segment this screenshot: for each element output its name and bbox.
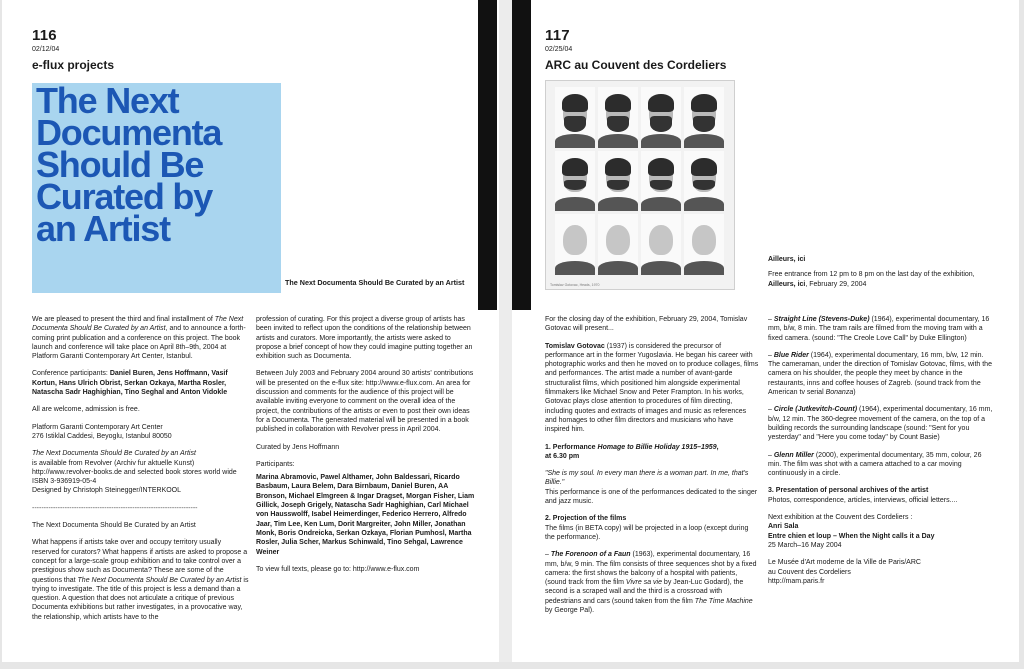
film-description: (1964), experimental documentary, 16 mm, b/w, 8 min. The tram rails are filmed from the moving tram with a fixed camera. (sound: "The Creole Love Call" by Duke Ellington) (768, 316, 990, 342)
spine-gutter (499, 0, 512, 662)
essay-continued: profession of curating. For this project a diverse group of artists has been invited to reflect upon the conditions of the relationship between artists and curators. More importantly, the artists were asked to propose a brief concept of how they could imagine putting together an exhibition such as Documenta. (256, 316, 473, 361)
page-edge-bar (478, 0, 497, 310)
participants-list: Marina Abramovic, Pawel Althamer, John Baldessari, Ricardo Basbaum, Laura Belem, Dara Birnbaum, Daniel Buren, AA Bronson, Michael Elmgreen & Ingar Dragset, Morgan Fisher, Liam Gillick, Joseph Grigely, Natascha Sadr Haghighian, Carl Michael von Hausswolff, Isabel Heimerdinger, Federico Herrero, Alfredo Jaar, Tim Lee, Ken Lum, Dorit Margreiter, John Miller, Jonathan Monk, Boris Ondreicka, Serkan Ozkaya, Florian Pumhosl, Martha Rosler, Julia Scher, Markus Schinwald, Tino Sehgal, Lawrence Weiner (256, 474, 475, 556)
left-page (2, 0, 499, 662)
portrait-grid-photo (545, 80, 735, 290)
artist-bio: (1937) is considered the precursor of performance art in the former Yugoslavia. He began his career with photographic works and then he moved on to produce collages, films and performances. The artist made a number of avant-garde structuralist films, which positioned him alongside experimental filmmakers like Michael Snow and Peter Frampton. In his works, Gotovac plays close attention to procedures of film directing, including quotes and extracts of images and music as references and homages to other film directors and musicians who have inspired him. (545, 342, 759, 434)
film-title: Circle (Jutkevitch-Count) (773, 406, 858, 414)
next-artist: Anri Sala (768, 523, 799, 531)
right-page (512, 0, 1019, 662)
performance-time: , at 6.30 pm (545, 443, 719, 460)
photo-credit: Tomislav Gotovac, Heads, 1970 (550, 283, 600, 287)
film-description-end: by George Pal). (545, 607, 595, 615)
portrait-face (555, 214, 595, 275)
dash: – (545, 551, 551, 559)
curator-credit: Curated by Jens Hoffmann (256, 443, 340, 451)
portrait-face (684, 87, 724, 148)
left-column-2 (256, 315, 478, 582)
film-title: Blue Rider (773, 351, 809, 359)
schedule-text: Between July 2003 and February 2004 around 30 artists' contributions will be presented on the e-flux site: http://www.e-flux.com. An area for discussion and comments for the audience of this project will be available inviting everyone to comment on the overall idea of the project, the contributions of the artists or even to post their own ideas for a Documenta. The generated material will be presented in a book published in collaboration with Revolver press in April 2004. (256, 370, 474, 434)
side-title: Ailleurs, ici (768, 256, 806, 263)
museum-info: Le Musée d'Art moderne de la Ville de Paris/ARC au Couvent des Cordeliers http://mam.paris.fr (768, 559, 921, 585)
portrait-face (641, 87, 681, 148)
right-column-1 (545, 315, 759, 623)
page-number: 116 (32, 27, 57, 44)
venue-address: Platform Garanti Contemporary Art Center 276 Istiklal Caddesi, Beyoglu, Istanbul 80050 (32, 423, 172, 440)
poster-caption: The Next Documenta Should Be Curated by an Artist (285, 278, 465, 287)
poster-image (32, 80, 281, 293)
intro-title: The Next Documenta Should Be Curated by an Artist (32, 316, 244, 333)
film-title: The Forenoon of a Faun (550, 551, 631, 559)
essay-title: The Next Documenta Should Be Curated by an Artist (77, 576, 242, 584)
conference-participants: Daniel Buren, Jens Hoffmann, Vasif Kortun, Hans Ulrich Obrist, Serkan Ozkaya, Martha Rosler, Natascha Sadr Haghighian, Tino Seghal and Anton Vidokle (32, 370, 228, 397)
dash: – (768, 451, 774, 459)
page-title: e-flux projects (32, 58, 115, 72)
portrait-face (555, 87, 595, 148)
archives-heading: 3. Presentation of personal archives of the artist (768, 487, 929, 495)
films-heading: 2. Projection of the films (545, 515, 627, 523)
book-info: is available from Revolver (Archiv fur aktuelle Kunst) http://www.revolver-books.de and selected book stores world wide ISBN 3-936919-05-4 Designed by Christoph Steinegger/INTERKOOL (32, 459, 237, 495)
side-text: Free entrance from 12 pm to 8 pm on the last day of the exhibition, (768, 271, 975, 279)
film-reference: The Time Machine (694, 597, 753, 605)
portrait-face (684, 151, 724, 212)
essay-text: What happens if artists take over and occupy territory usually reserved for curators? What happens if artists are asked to propose a concept for a large-scale group exhibition and to take control over a prestigious show such as Documenta? These are some of the questions that (32, 539, 248, 584)
performance-text: This performance is one of the performances dedicated to the singer and jazz music. (545, 488, 758, 506)
film-description-end: ) (853, 389, 856, 397)
artist-name: Tomislav Gotovac (545, 342, 605, 350)
films-text: The films (in BETA copy) will be projected in a loop (except during the performance). (545, 524, 749, 541)
section-heading: The Next Documenta Should Be Curated by an Artist (32, 522, 196, 530)
performance-heading: 1. Performance (545, 443, 598, 451)
film-description: (1964), experimental documentary, 16 mm, b/w, 12 min. The 360-degree movement of the camera, on the top of a building records the surrounding landscape (sound: "Sent for you yesterday" and "Here you come today" by Count Basie) (768, 406, 993, 442)
essay-text-cont: is trying to investigate. The title of this project is less a demand than a question. A question that does not articulate a critique of previous Documenta exhibitions but rather investigates, in a provocative way, the relationship, which artists have to the (32, 576, 249, 621)
film-reference: Vivre sa vie (625, 579, 662, 587)
portrait-face (641, 214, 681, 275)
next-exhibition-title: Entre chien et loup – When the Night calls it a Day (768, 532, 935, 540)
participants-label: Conference participants: (32, 370, 110, 378)
page-date: 02/25/04 (545, 46, 573, 53)
intro-text-cont: , and to announce a forth-coming print publication and a conference on this project. The book launch and conference will take place on April 8th–9th, 2004 at Platform Garanti Contemporary Art Center, Istanbul. (32, 325, 246, 361)
next-exhibition-dates: 25 March–16 May 2004 (768, 541, 842, 549)
page-date: 02/12/04 (32, 46, 60, 53)
page-edge-bar (512, 0, 531, 310)
page-number: 117 (545, 27, 570, 44)
participants-heading: Participants: (256, 460, 295, 468)
side-text-cont: , February 29, 2004 (805, 280, 867, 288)
portrait-face (684, 214, 724, 275)
portrait-face (598, 151, 638, 212)
side-text-bold: Ailleurs, ici (768, 280, 806, 288)
film-description-cont: by Jean-Luc Godard), the second is a scraped wall and the third is a crossroad with pedestrians and cars (sound taken from the film (545, 579, 744, 605)
film-description: (2000), experimental documentary, 35 mm, colour, 26 min. The film was shot with a camera attached to a car moving continuously in a circle. (768, 451, 982, 478)
performance-quote: "She is my soul. In every man there is a woman part. In me, that's Billie." (545, 470, 749, 487)
dash: – (768, 406, 774, 414)
closing-day-text: For the closing day of the exhibition, February 29, 2004, Tomislav Gotovac will present... (545, 316, 748, 333)
right-column-2 (768, 315, 994, 594)
dash: – (768, 351, 774, 359)
admission-note: All are welcome, admission is free. (32, 406, 140, 414)
web-link: To view full texts, please go to: http://www.e-flux.com (256, 565, 420, 573)
film-description: (1964), experimental documentary, 16 mm, b/w, 12 min. The cameraman, under the direction of Tomislav Gotovac, films, with the camera on his shoulder, the people they meet by chance in the restaurants, inns and coffee houses of Zagreb. (sound track from the American tv serial (768, 351, 992, 397)
poster-text: The Next Documenta Should Be Curated by an Artist (36, 80, 222, 249)
next-exhibition-label: Next exhibition at the Couvent des Cordeliers : (768, 514, 913, 522)
portrait-grid (555, 87, 724, 275)
archives-text: Photos, correspondence, articles, interviews, official letters.... (768, 496, 958, 504)
portrait-face (598, 87, 638, 148)
side-note (768, 255, 998, 289)
dash: – (768, 316, 774, 323)
divider: ----------------------------------------------------------------------- (32, 504, 198, 512)
portrait-face (598, 214, 638, 275)
book-title: The Next Documenta Should Be Curated by an Artist (32, 450, 196, 458)
page-title: ARC au Couvent des Cordeliers (545, 58, 727, 72)
film-description: (1963), experimental documentary, 16 mm, b/w, 9 min. The film consists of three sequences shot by a fixed camera: the first shows the balcony of a hospital with patients, (sound track from the film (545, 551, 757, 587)
intro-text: We are pleased to present the third and final installment of (32, 316, 215, 323)
portrait-face (641, 151, 681, 212)
portrait-face (555, 151, 595, 212)
film-title: Straight Line (Stevens-Duke) (773, 316, 870, 323)
left-column-1 (32, 315, 250, 630)
film-title: Glenn Miller (773, 451, 814, 459)
performance-title: Homage to Billie Holiday 1915–1959 (597, 443, 717, 451)
film-reference: Bonanza (825, 389, 854, 397)
